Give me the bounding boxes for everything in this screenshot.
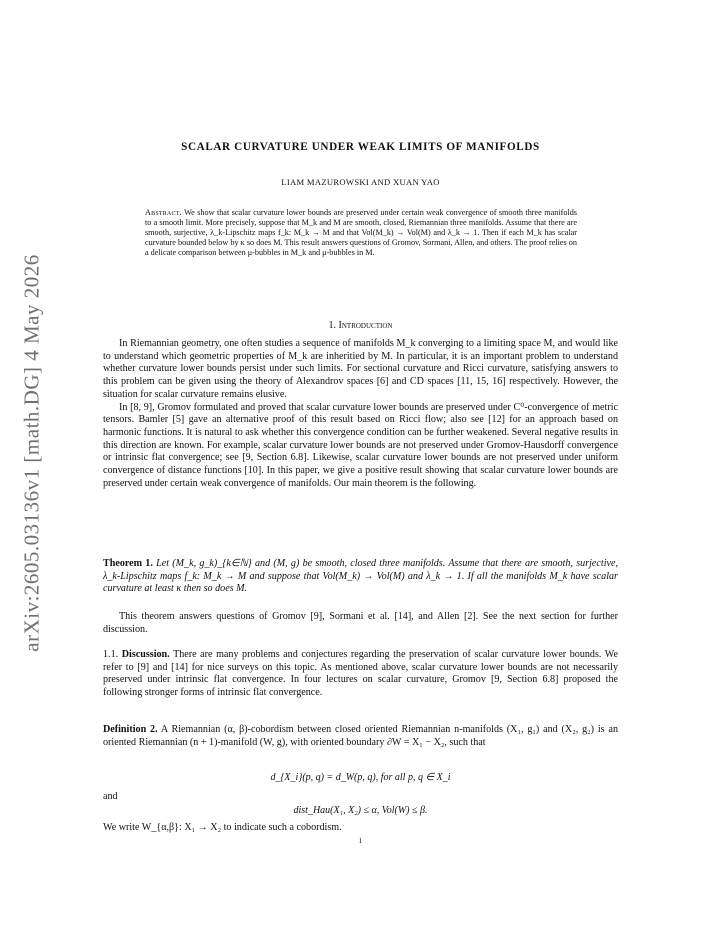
cobordism-notation <box>103 822 618 835</box>
paragraph-1: In Riemannian geometry, one often studies a sequence of manifolds M_k converging to a limiting space M, and would like to understand which geometric properties of M_k are inheritied by M. In particular, it is an important problem to understand whether curvature lower bounds persist under such limits. For sectional curvature and Ricci curvature, satisfying answers to this problem can be given using the theory of Alexandrov spaces [6] and CD spaces [11, 15, 16] respectively. However, the situation for scalar curvature remains elusive. <box>103 338 618 400</box>
equation-hausdorff: dist_Hau(X₁, X₂) ≤ α, Vol(W) ≤ β. <box>293 805 428 816</box>
paragraph-3: This theorem answers questions of Gromov [9], Sormani et al. [14], and Allen [2]. See the next section for further discussion. <box>103 611 618 635</box>
arxiv-identifier-stamp <box>18 248 46 658</box>
paragraph-5: We write W_{α,β}: X₁ → X₂ to indicate such a cobordism. <box>103 822 342 833</box>
abstract <box>145 208 577 258</box>
and-text: and <box>103 791 118 802</box>
definition-label: Definition 2. <box>103 724 158 735</box>
section-title: Introduction <box>338 320 393 331</box>
arxiv-identifier-text: arXiv:2605.03136v1 [math.DG] 4 May 2026 <box>19 254 44 652</box>
section-heading-introduction <box>103 320 618 331</box>
page-number: 1 <box>358 836 363 845</box>
abstract-label: Abstract. <box>145 208 182 217</box>
post-theorem <box>103 611 618 636</box>
paragraph-2: In [8, 9], Gromov formulated and proved that scalar curvature lower bounds are preserved under C⁰-convergence of metric tensors. Bamler [5] gave an alternative proof of this result based on Ricci flow; also see [12] for an approach based on harmonic functions. It is natural to ask whether this convergence condition can be further weakened. Several negative results in this direction are known. For example, scalar curvature lower bounds are not preserved under Gromov-Hausdorff convergence or intrinsic flat convergence; see [9, Section 6.8]. Likewise, scalar curvature lower bounds are not preserved under uniform convergence of distance functions [10]. In this paper, we give a positive result showing that scalar curvature lower bounds are preserved under certain weak convergence of manifolds. Our main theorem is the following. <box>103 401 618 489</box>
section-number: 1. <box>328 320 337 331</box>
theorem-label: Theorem 1. <box>103 558 153 569</box>
theorem-text: Let (M_k, g_k)_{k∈ℕ} and (M, g) be smooth, closed three manifolds. Assume that there are smooth, surjective, λ_k-Lipschitz maps f_k: M_k → M and suppose that Vol(M_k) → Vol(M) and λ_k → 1. If all the manifolds M_k have scalar curvature at least κ then so does M. <box>103 558 618 595</box>
paper-authors: LIAM MAZUROWSKI AND XUAN YAO <box>281 177 440 187</box>
abstract-text: We show that scalar curvature lower bounds are preserved under certain weak convergence of smooth three manifolds to a smooth limit. More precisely, suppose that M_k and M are smooth, closed, Riemannian three manifolds. Assume that there are smooth, surjective, λ_k-Lipschitz maps f_k: M_k → M and that Vol(M_k) → Vol(M) and λ_k → 1. Then if each M_k has scalar curvature bounded below by κ so does M. This result answers questions of Gromov, Sormani, Allen, and others. The proof relies on a delicate comparison between μ-bubbles in M_k and μ-bubbles in M. <box>145 208 577 258</box>
theorem-1 <box>103 558 618 596</box>
definition-text: A Riemannian (α, β)-cobordism between closed oriented Riemannian n-manifolds (X₁, g₁) and (X₂, g₂) is an oriented Riemannian (n + 1)-manifold (W, g), with oriented boundary ∂W = X₁ − X₂, such that <box>103 724 618 748</box>
paper-title: SCALAR CURVATURE UNDER WEAK LIMITS OF MANIFOLDS <box>181 141 540 153</box>
subsection-number: 1.1. <box>103 649 119 660</box>
intro-body <box>103 338 618 490</box>
subsection-discussion <box>103 649 618 700</box>
equation-distance: d_{X_i}(p, q) = d_W(p, q), for all p, q ∈ X_i <box>270 772 451 783</box>
and-text-block <box>103 791 618 804</box>
definition-2 <box>103 724 618 749</box>
paragraph-4: There are many problems and conjectures regarding the preservation of scalar curvature lower bounds. We refer to [9] and [14] for nice surveys on this topic. As mentioned above, scalar curvature lower bounds are not necessarily preserved under intrinsic flat convergence. In four lectures on scalar curvature, Gromov [9, Section 6.8] proposed the following stronger forms of intrinsic flat convergence. <box>103 649 619 699</box>
subsection-title: Discussion. <box>121 649 170 660</box>
